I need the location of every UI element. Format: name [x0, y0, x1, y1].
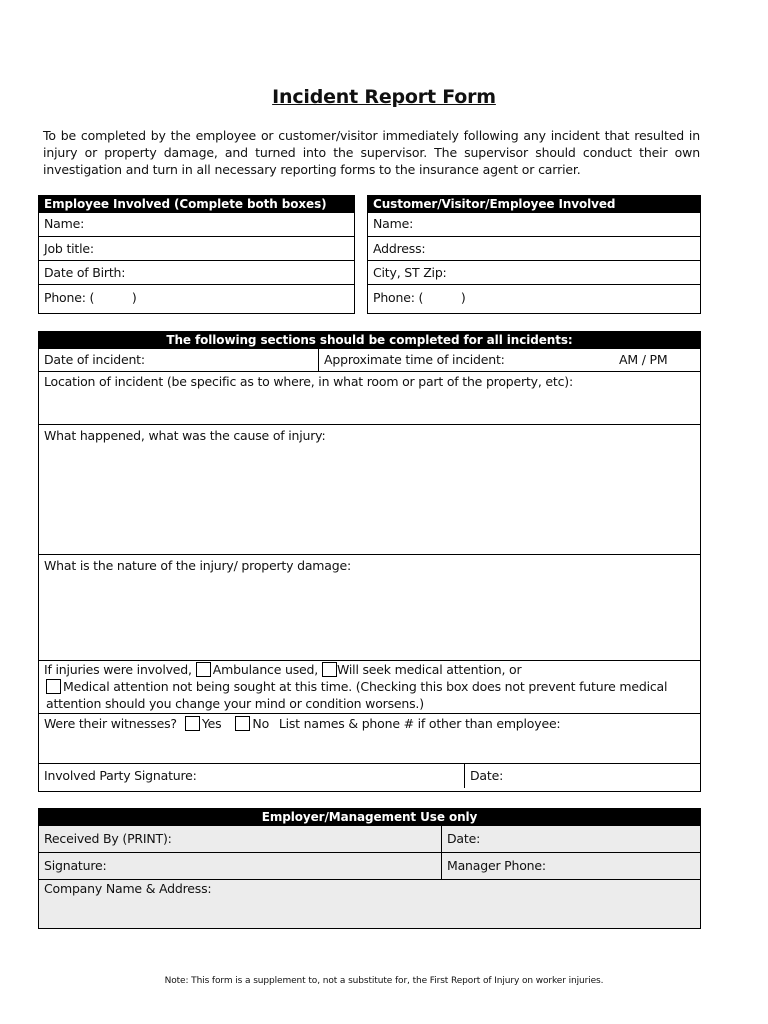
signature-date-label: Date:: [470, 768, 504, 783]
incident-section: [38, 331, 701, 792]
employee-box: [38, 195, 355, 314]
involved-party-signature-field[interactable]: [39, 764, 464, 788]
injury-nature-field[interactable]: [39, 554, 700, 660]
will-seek-label: Will seek medical attention, or: [337, 662, 522, 677]
customer-city-field[interactable]: [368, 260, 700, 284]
what-happened-field[interactable]: [39, 424, 700, 554]
employee-phone-label: Phone: ( ): [44, 290, 137, 305]
management-signature-label: Signature:: [44, 858, 107, 873]
employee-dob-label: Date of Birth:: [44, 265, 126, 280]
received-by-label: Received By (PRINT):: [44, 831, 172, 846]
received-by-field[interactable]: [39, 826, 441, 852]
employee-box-header: Employee Involved (Complete both boxes): [39, 196, 354, 213]
customer-name-field[interactable]: [368, 213, 700, 236]
injuries-prefix-label: If injuries were involved,: [44, 662, 192, 677]
customer-name-label: Name:: [373, 216, 414, 231]
management-signature-row: [39, 852, 700, 879]
management-signature-field[interactable]: [39, 853, 441, 879]
company-name-address-field[interactable]: [39, 879, 700, 928]
not-sought-label: Medical attention not being sought at this time. (Checking this box does not prevent future medical attention should you change your mind or condition worsens.): [46, 679, 668, 711]
incident-date-field[interactable]: [39, 349, 318, 371]
incident-location-field[interactable]: [39, 371, 700, 424]
ambulance-label: Ambulance used,: [212, 662, 319, 677]
manager-phone-field[interactable]: [441, 853, 700, 879]
employee-job-title-label: Job title:: [44, 241, 94, 256]
employee-dob-field[interactable]: [39, 260, 354, 284]
signature-date-field[interactable]: [464, 764, 700, 788]
manager-phone-label: Manager Phone:: [447, 858, 546, 873]
incident-date-time-row: [39, 349, 700, 371]
management-date-field[interactable]: [441, 826, 700, 852]
witness-yes-label: Yes: [201, 716, 222, 731]
employee-job-title-field[interactable]: [39, 236, 354, 260]
customer-address-field[interactable]: [368, 236, 700, 260]
am-pm-label: AM / PM: [619, 352, 668, 367]
will-seek-checkbox[interactable]: [322, 662, 337, 677]
management-section: [38, 808, 701, 929]
customer-city-label: City, ST Zip:: [373, 265, 447, 280]
ambulance-checkbox[interactable]: [196, 662, 211, 677]
customer-phone-label: Phone: ( ): [373, 290, 466, 305]
injury-nature-label: What is the nature of the injury/ property damage:: [44, 558, 351, 573]
witness-no-checkbox[interactable]: [235, 716, 250, 731]
management-section-header: Employer/Management Use only: [39, 809, 700, 826]
employee-phone-field[interactable]: [39, 284, 354, 313]
incident-date-label: Date of incident:: [44, 352, 145, 367]
form-title: Incident Report Form: [272, 86, 496, 108]
witnesses-question-label: Were their witnesses?: [44, 716, 177, 731]
incident-location-label: Location of incident (be specific as to where, in what room or part of the property, etc):: [44, 374, 573, 389]
involved-party-signature-label: Involved Party Signature:: [44, 768, 197, 783]
list-names-label: List names & phone # if other than employee:: [278, 716, 561, 731]
customer-box: [367, 195, 701, 314]
incident-time-field[interactable]: [318, 349, 700, 371]
management-date-label: Date:: [447, 831, 481, 846]
footnote: Note: This form is a supplement to, not a substitute for, the First Report of Injury on worker injuries.: [164, 976, 604, 986]
intro-paragraph: To be completed by the employee or customer/visitor immediately following any incident that resulted in injury or property damage, and turned into the supervisor. The supervisor should conduct their own investigation and turn in all necessary reporting forms to the insurance agent or carrier.: [43, 128, 700, 177]
employee-name-field[interactable]: [39, 213, 354, 236]
witnesses-field[interactable]: [39, 713, 700, 763]
not-sought-checkbox[interactable]: [46, 679, 61, 694]
customer-box-header: Customer/Visitor/Employee Involved: [368, 196, 700, 213]
employee-name-label: Name:: [44, 216, 85, 231]
incident-section-header: The following sections should be completed for all incidents:: [39, 332, 700, 349]
customer-phone-field[interactable]: [368, 284, 700, 313]
witness-no-label: No: [252, 716, 270, 731]
company-name-address-label: Company Name & Address:: [44, 881, 212, 896]
witness-yes-checkbox[interactable]: [185, 716, 200, 731]
what-happened-label: What happened, what was the cause of injury:: [44, 428, 326, 443]
signature-row: [39, 763, 700, 788]
received-by-row: [39, 826, 700, 852]
medical-attention-row: [39, 660, 700, 713]
customer-address-label: Address:: [373, 241, 426, 256]
incident-time-label: Approximate time of incident:: [324, 352, 505, 367]
